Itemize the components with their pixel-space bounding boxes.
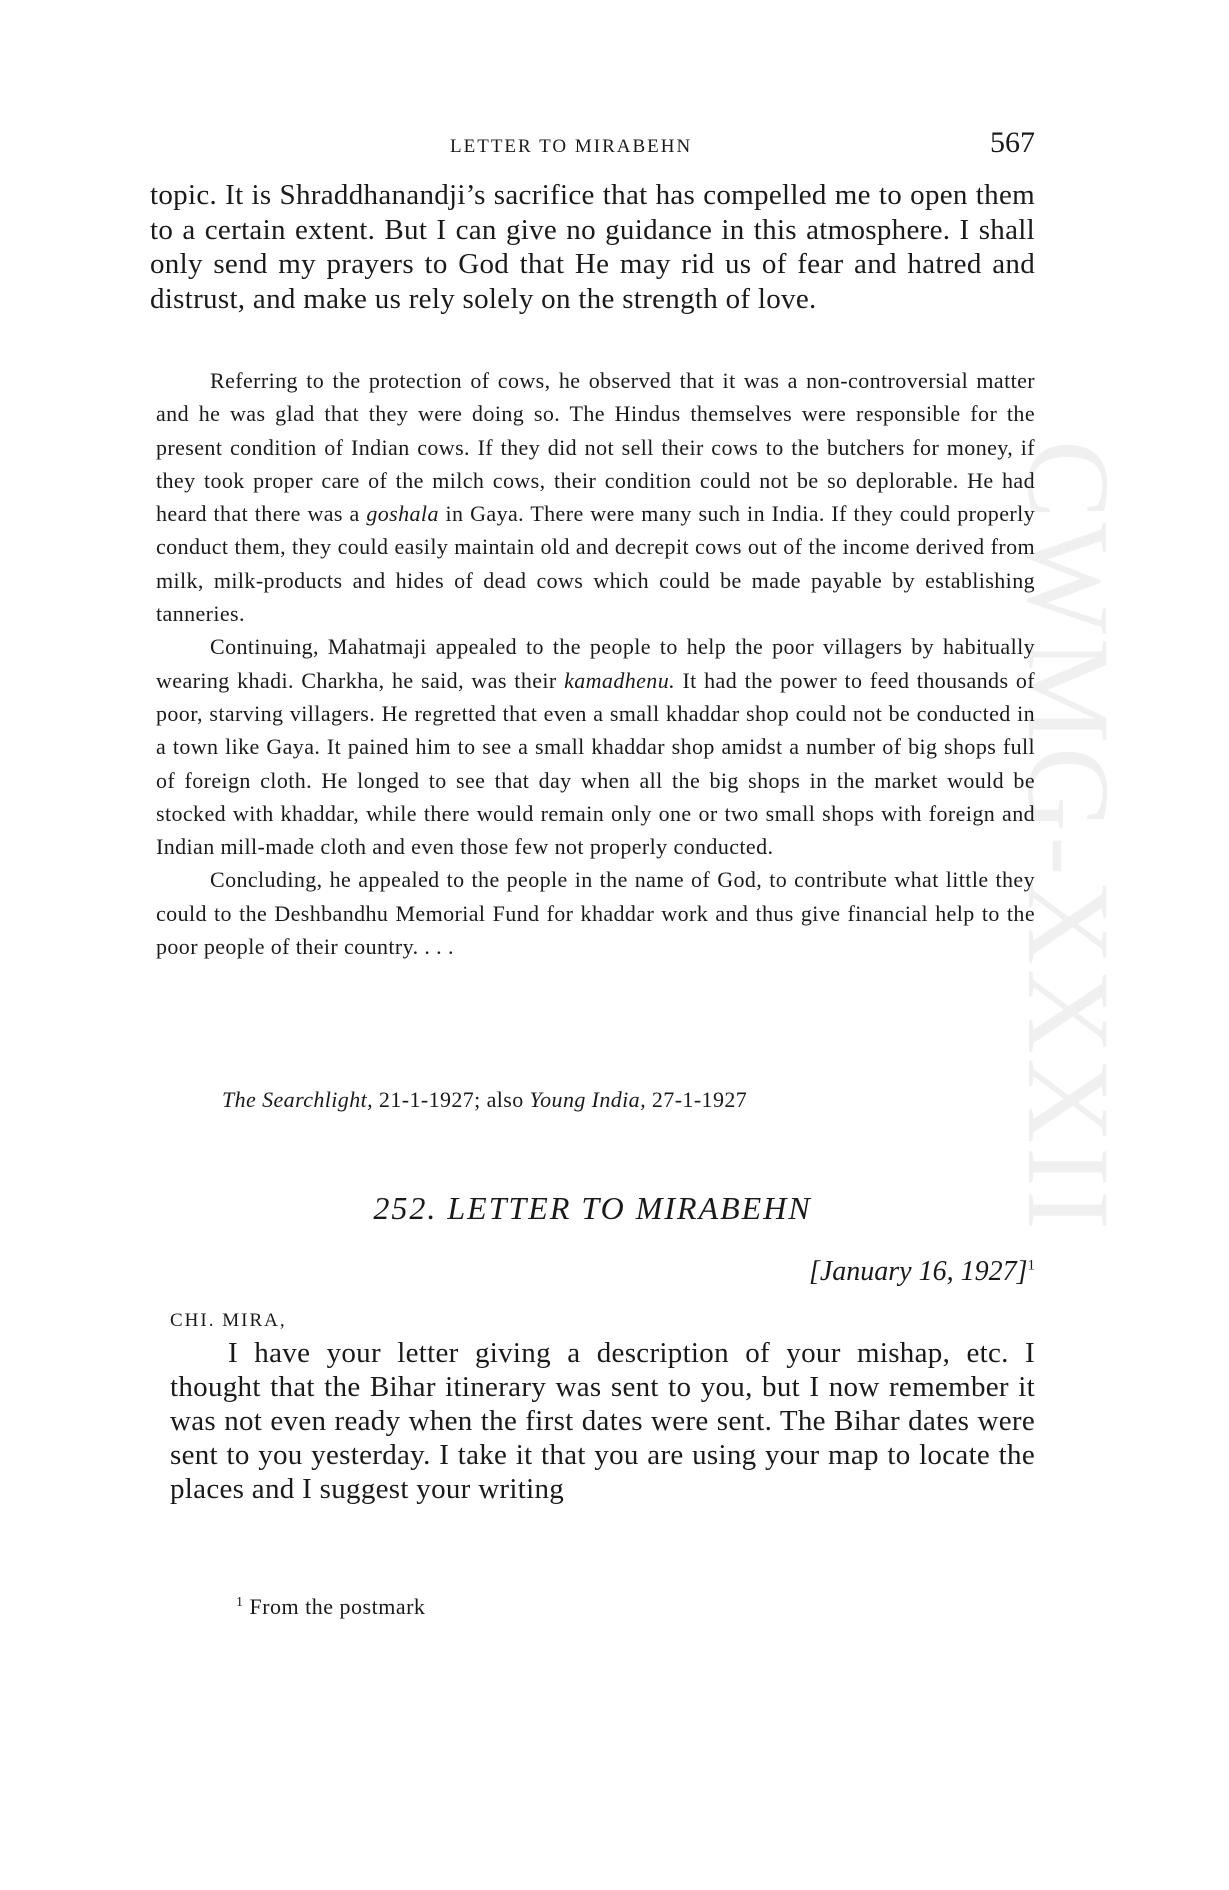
report-paragraph-khadi (156, 630, 1035, 863)
source-date: 21-1-1927; also (373, 1087, 530, 1112)
italic-term: goshala (366, 501, 439, 527)
section-title: 252. LETTER TO MIRABEHN (373, 1190, 812, 1226)
source-publication: Young India, (529, 1087, 646, 1112)
salutation: CHI. MIRA, (170, 1310, 287, 1331)
page-number: 567 (990, 126, 1035, 159)
letter-date (809, 1256, 1035, 1288)
footnote-text: From the postmark (249, 1594, 426, 1619)
report-text: Referring to the protection of cows, he observed that it was a non-controversial matter and he was glad that they were doing so. The Hindus themselves were responsible for the present condition of Indian cows. If they did not sell their cows to the butchers for money, if they took proper care of the milch cows, their condition could not be so deplorable. He had heard that there was a (156, 368, 1035, 527)
opening-paragraph: topic. It is Shraddhanandji’s sacrifice that has compelled me to open them to a certain extent. But I can give no guidance in this atmosphere. I shall only send my prayers to God that He may rid us of fear and hatred and distrust, and make us rely solely on the strength of love. (150, 179, 1035, 315)
report-text: in Gaya. There were many such in India. If they could properly conduct them, they could easily maintain old and decrepit cows out of the income derived from milk, milk-products and hides of dead cows which could be made payable by establishing tanneries. (156, 501, 1035, 627)
footnote-mark: 1 (236, 1594, 244, 1610)
letter-body: I have your letter giving a description of your mishap, etc. I thought that the Bihar itinerary was sent to you, but I now remember it was not even ready when the first dates were sent. The Bihar dates were sent to you yesterday. I take it that you are using your map to locate the places and I suggest your writing (170, 1337, 1035, 1505)
report-paragraph-cows (156, 364, 1035, 630)
report-text: Continuing, Mahatmaji appealed to the people to help the poor villagers by habitually wearing khadi. Charkha, he said, was their (156, 634, 1035, 693)
italic-term: kamadhenu. (564, 667, 675, 693)
watermark: CWMG-XXXII (1003, 440, 1134, 1234)
footnote-reference[interactable]: 1 (1027, 1257, 1035, 1274)
report-text: It had the power to feed thousands of poor, starving villagers. He regretted that even a small khaddar shop could not be conducted in a town like Gaya. It pained him to see a small khaddar shop amidst a number of big shops full of foreign cloth. He longed to see that day when all the big shops in the market would be stocked with khaddar, while there would remain only one or two small shops with foreign and Indian mill-made cloth and even those few not properly conducted. (156, 667, 1035, 860)
footnote (236, 1594, 425, 1620)
source-citation (222, 1087, 747, 1113)
running-head: LETTER TO MIRABEHN (450, 136, 693, 157)
report-paragraph-conclusion: Concluding, he appealed to the people in the name of God, to contribute what little they could to the Deshbandhu Memorial Fund for khaddar work and thus give financial help to the poor people of their country. . . . (156, 867, 1035, 960)
source-publication: The Searchlight, (222, 1087, 374, 1112)
letter-date-text: [January 16, 1927] (808, 1256, 1028, 1287)
source-date: 27-1-1927 (646, 1087, 748, 1112)
newspaper-report (156, 364, 1035, 963)
